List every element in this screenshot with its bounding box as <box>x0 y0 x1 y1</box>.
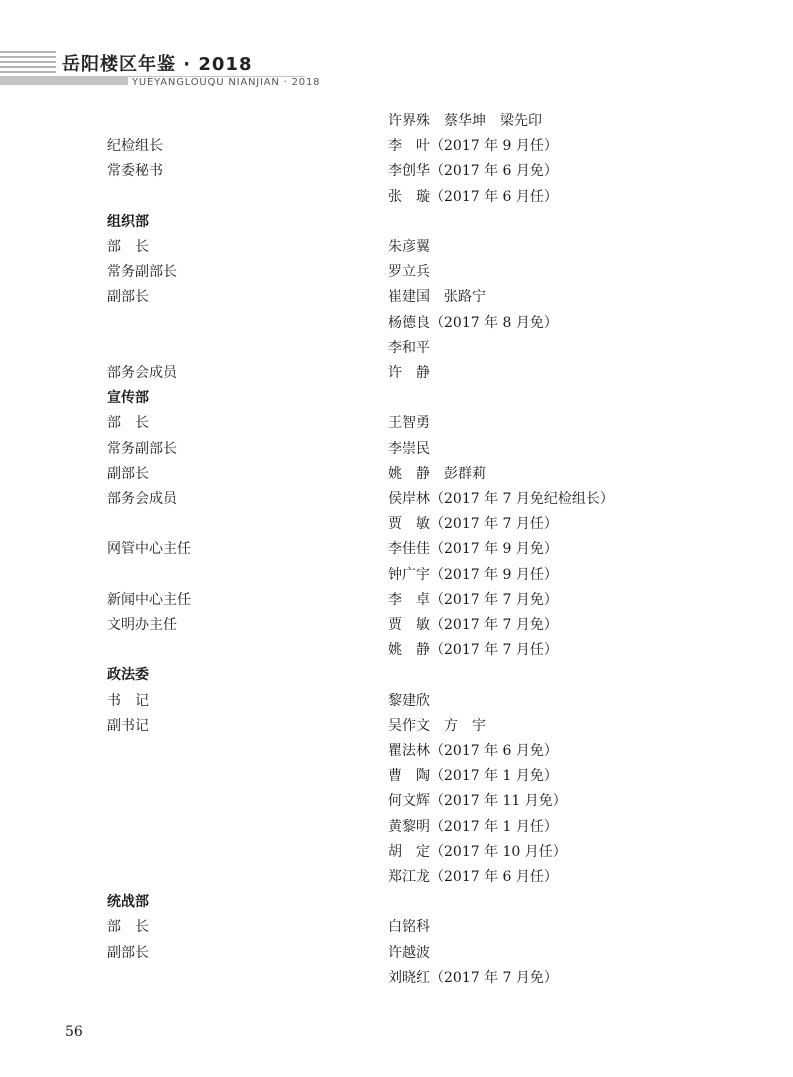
personnel-row <box>0 437 793 462</box>
person-name: 曹 陶（2017 年 1 月免） <box>388 768 558 785</box>
personnel-row <box>0 109 793 134</box>
position-label: 部 长 <box>107 919 149 936</box>
person-name: 胡 定（2017 年 10 月任） <box>388 843 567 860</box>
person-name: 姚 静（2017 年 7 月任） <box>388 642 558 659</box>
section-heading-row <box>0 663 793 688</box>
position-label: 新闻中心主任 <box>107 591 191 608</box>
personnel-row <box>0 638 793 663</box>
section-heading-row <box>0 890 793 915</box>
personnel-row <box>0 865 793 890</box>
position-label: 副书记 <box>107 717 149 734</box>
personnel-row <box>0 739 793 764</box>
section-heading-row <box>0 386 793 411</box>
person-name: 李创华（2017 年 6 月免） <box>388 163 558 180</box>
person-name: 钟广宇（2017 年 9 月任） <box>388 566 558 583</box>
person-name: 张 璇（2017 年 6 月任） <box>388 188 558 205</box>
person-name: 刘晓红（2017 年 7 月免） <box>388 969 558 986</box>
position-label: 纪检组长 <box>107 138 163 155</box>
personnel-row <box>0 185 793 210</box>
person-name: 许越波 <box>388 944 430 961</box>
person-name: 侯岸林（2017 年 7 月免纪检组长） <box>388 491 614 507</box>
personnel-row <box>0 764 793 789</box>
personnel-row <box>0 134 793 159</box>
personnel-row <box>0 613 793 638</box>
header-title: 岳阳楼区年鉴 · 2018 <box>62 54 253 75</box>
position-label: 文明办主任 <box>107 617 177 633</box>
position-label: 部务会成员 <box>107 491 177 507</box>
personnel-row <box>0 361 793 386</box>
person-name: 崔建国 张路宁 <box>388 289 486 306</box>
personnel-row <box>0 815 793 840</box>
person-name: 吴作文 方 宇 <box>388 717 486 734</box>
position-label: 部 长 <box>107 239 149 255</box>
personnel-row <box>0 260 793 285</box>
header-subtitle: YUEYANGLOUQU NIANJIAN · 2018 <box>128 77 324 88</box>
personnel-row <box>0 512 793 537</box>
person-name: 李和平 <box>388 339 430 356</box>
position-label: 副部长 <box>107 465 149 482</box>
position-label: 副部长 <box>107 289 149 306</box>
position-label: 常务副部长 <box>107 440 177 457</box>
position-label: 部务会成员 <box>107 365 177 381</box>
person-name: 姚 静 彭群莉 <box>388 465 486 482</box>
position-label: 常委秘书 <box>107 163 163 180</box>
page-number: 56 <box>65 1024 83 1040</box>
person-name: 王智勇 <box>388 415 430 432</box>
person-name: 黎建欣 <box>388 692 430 709</box>
personnel-row <box>0 689 793 714</box>
personnel-row <box>0 537 793 562</box>
personnel-row <box>0 714 793 739</box>
section-heading-row <box>0 210 793 235</box>
person-name: 李 卓（2017 年 7 月免） <box>388 591 558 608</box>
position-label: 部 长 <box>107 415 149 432</box>
position-label: 常务副部长 <box>107 264 177 281</box>
person-name: 李佳佳（2017 年 9 月免） <box>388 541 558 558</box>
personnel-row <box>0 789 793 814</box>
section-heading: 政法委 <box>107 667 149 684</box>
personnel-row <box>0 462 793 487</box>
person-name: 李 叶（2017 年 9 月任） <box>388 138 558 155</box>
position-label: 网管中心主任 <box>107 541 191 558</box>
person-name: 郑江龙（2017 年 6 月任） <box>388 869 558 885</box>
person-name: 贾 敏（2017 年 7 月任） <box>388 516 558 533</box>
personnel-row <box>0 840 793 865</box>
page-header <box>0 0 793 100</box>
personnel-row <box>0 235 793 260</box>
personnel-row <box>0 285 793 310</box>
person-name: 白铭科 <box>388 919 430 936</box>
person-name: 何文辉（2017 年 11 月免） <box>388 793 567 810</box>
personnel-row <box>0 411 793 436</box>
section-heading: 统战部 <box>107 894 149 911</box>
person-name: 瞿法林（2017 年 6 月免） <box>388 743 558 759</box>
person-name: 朱彦翼 <box>388 239 430 255</box>
personnel-row <box>0 336 793 361</box>
person-name: 许 静 <box>388 365 430 381</box>
position-label: 副部长 <box>107 944 149 961</box>
personnel-row <box>0 563 793 588</box>
person-name: 李崇民 <box>388 440 430 457</box>
person-name: 黄黎明（2017 年 1 月任） <box>388 818 558 835</box>
personnel-row <box>0 159 793 184</box>
person-name: 许界殊 蔡华坤 梁先印 <box>388 113 542 129</box>
person-name: 罗立兵 <box>388 264 430 281</box>
person-name: 杨德良（2017 年 8 月免） <box>388 314 558 331</box>
section-heading: 组织部 <box>107 213 149 230</box>
section-heading: 宣传部 <box>107 390 149 407</box>
personnel-row <box>0 588 793 613</box>
personnel-row <box>0 311 793 336</box>
position-label: 书 记 <box>107 692 149 709</box>
personnel-row <box>0 941 793 966</box>
personnel-row <box>0 915 793 940</box>
personnel-row <box>0 487 793 512</box>
person-name: 贾 敏（2017 年 7 月免） <box>388 617 558 633</box>
personnel-row <box>0 966 793 991</box>
